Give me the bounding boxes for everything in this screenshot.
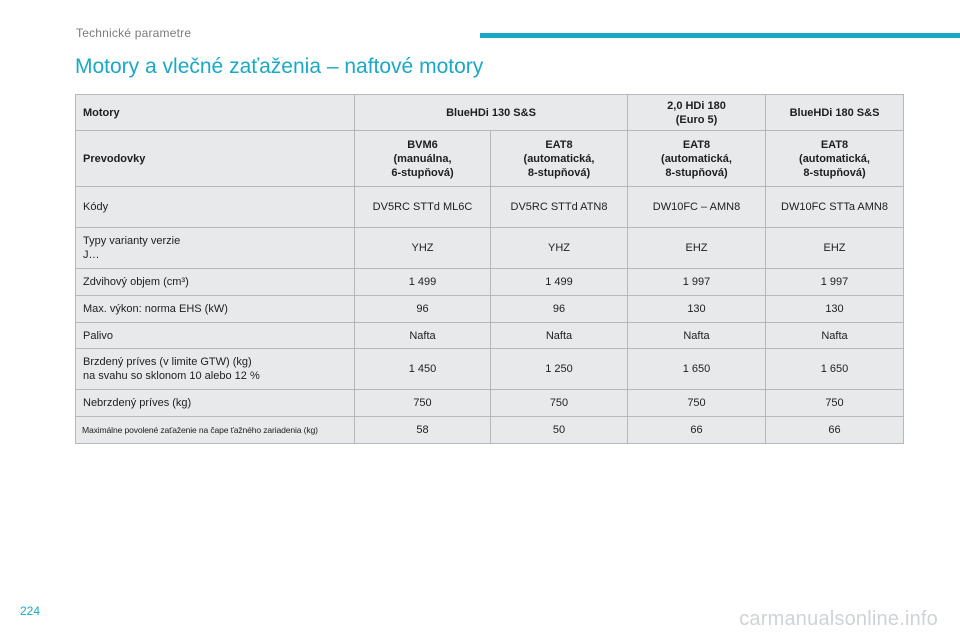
value-cell: 1 997 — [766, 269, 904, 296]
gearbox-cell: EAT8 (automatická, 8-stupňová) — [628, 131, 766, 187]
value-cell: EHZ — [628, 228, 766, 269]
gearbox-label-cell: Prevodovky — [76, 131, 355, 187]
table-row — [76, 269, 904, 296]
gearbox-cell: EAT8 (automatická, 8-stupňová) — [491, 131, 628, 187]
table-row — [76, 296, 904, 323]
value-cell: 50 — [491, 417, 628, 444]
value-cell: DV5RC STTd ATN8 — [491, 187, 628, 228]
value-cell: 1 650 — [628, 349, 766, 390]
value-cell: 96 — [491, 296, 628, 323]
gearbox-row — [76, 131, 904, 187]
value-cell: YHZ — [491, 228, 628, 269]
table-row — [76, 187, 904, 228]
header-label-cell: Motory — [76, 95, 355, 131]
value-cell: 750 — [766, 390, 904, 417]
row-label-cell: Brzdený príves (v limite GTW) (kg) na svahu so sklonom 10 alebo 12 % — [76, 349, 355, 390]
row-label-cell: Palivo — [76, 323, 355, 349]
value-cell: 66 — [628, 417, 766, 444]
value-cell: Nafta — [355, 323, 491, 349]
table-row — [76, 228, 904, 269]
value-cell: 96 — [355, 296, 491, 323]
specs-table-body — [76, 95, 904, 444]
value-cell: 1 499 — [491, 269, 628, 296]
value-cell: DV5RC STTd ML6C — [355, 187, 491, 228]
engine-specs-table — [75, 94, 904, 444]
value-cell: DW10FC STTa AMN8 — [766, 187, 904, 228]
gearbox-cell: EAT8 (automatická, 8-stupňová) — [766, 131, 904, 187]
row-label-cell: Nebrzdený príves (kg) — [76, 390, 355, 417]
row-label-cell: Kódy — [76, 187, 355, 228]
value-cell: 66 — [766, 417, 904, 444]
value-cell: 1 499 — [355, 269, 491, 296]
value-cell: 750 — [355, 390, 491, 417]
row-label-cell: Zdvihový objem (cm³) — [76, 269, 355, 296]
value-cell: EHZ — [766, 228, 904, 269]
value-cell: YHZ — [355, 228, 491, 269]
engine-cell: BlueHDi 130 S&S — [355, 95, 628, 131]
table-row — [76, 349, 904, 390]
table-row — [76, 417, 904, 444]
engine-cell: BlueHDi 180 S&S — [766, 95, 904, 131]
section-label: Technické parametre — [76, 26, 192, 40]
value-cell: Nafta — [491, 323, 628, 349]
value-cell: Nafta — [628, 323, 766, 349]
value-cell: DW10FC – AMN8 — [628, 187, 766, 228]
value-cell: 130 — [766, 296, 904, 323]
table-header-row — [76, 95, 904, 131]
value-cell: 750 — [628, 390, 766, 417]
row-label-cell: Typy varianty verzie J… — [76, 228, 355, 269]
value-cell: 750 — [491, 390, 628, 417]
table-row — [76, 323, 904, 349]
value-cell: 1 450 — [355, 349, 491, 390]
row-label-cell: Max. výkon: norma EHS (kW) — [76, 296, 355, 323]
engine-cell: 2,0 HDi 180 (Euro 5) — [628, 95, 766, 131]
value-cell: 1 650 — [766, 349, 904, 390]
value-cell: 1 250 — [491, 349, 628, 390]
table-row — [76, 390, 904, 417]
gearbox-cell: BVM6 (manuálna, 6-stupňová) — [355, 131, 491, 187]
header-accent-bar — [480, 33, 960, 38]
page-title: Motory a vlečné zaťaženia – naftové motory — [75, 55, 484, 78]
value-cell: Nafta — [766, 323, 904, 349]
watermark: carmanualsonline.info — [739, 608, 938, 630]
value-cell: 1 997 — [628, 269, 766, 296]
page-number: 224 — [20, 604, 41, 618]
value-cell: 130 — [628, 296, 766, 323]
value-cell: 58 — [355, 417, 491, 444]
row-label-cell: Maximálne povolené zaťaženie na čape ťažného zariadenia (kg) — [76, 417, 355, 444]
